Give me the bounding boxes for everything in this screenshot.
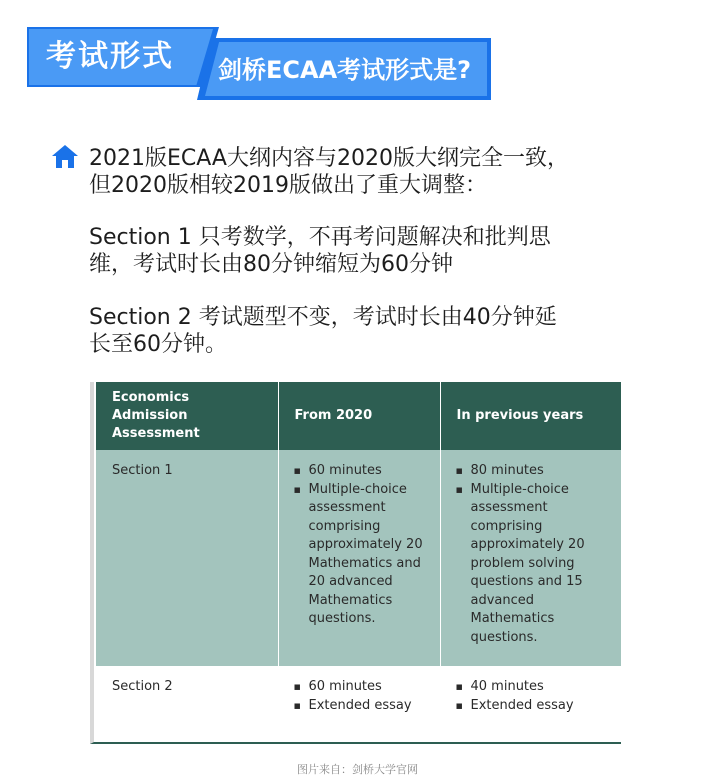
header-cell: From 2020 [278,382,440,450]
list-item: ▪ Extended essay [309,697,424,716]
list-item: ▪ 60 minutes [309,678,424,697]
table-row [96,450,621,666]
table-header-row [96,382,621,450]
section1-summary: Section 1 只考数学，不再考问题解决和批判思维，考试时长由80分钟缩短为60分钟 [89,225,551,277]
row-label: Section 1 [96,450,278,666]
intro-line-1: 2021版ECAA大纲内容与2020版大纲完全一致， [89,146,569,171]
list-item: ▪ Multiple-choice assessment comprising approximately 20 problem solving questions and 15 advanced Mathematics questions. [471,481,606,648]
list-item: ▪ 60 minutes [309,462,424,481]
list-item: ▪ Extended essay [471,697,606,716]
section2-summary: Section 2 考试题型不变，考试时长由40分钟延长至60分钟。 [89,305,557,357]
table-cell [278,450,440,666]
list-item: ▪ 40 minutes [471,678,606,697]
table-cell [440,450,621,666]
table-cell [440,666,621,735]
intro-text [89,145,569,199]
list-item: ▪ 80 minutes [471,462,606,481]
image-caption: 图片来自：剑桥大学官网 [297,763,418,776]
row-label: Section 2 [96,666,278,735]
banner-title: 考试形式 [46,39,174,74]
header-cell: Economics Admission Assessment [96,382,278,450]
header-cell: In previous years [440,382,621,450]
ecaa-table [90,382,621,744]
table-cell [278,666,440,735]
intro-line-2: 但2020版相较2019版做出了重大调整： [89,173,487,198]
table-row [96,666,621,735]
banner-subtitle: 剑桥ECAA考试形式是? [218,56,472,84]
list-item: ▪ Multiple-choice assessment comprising approximately 20 Mathematics and 20 advanced Mathematics questions. [309,481,424,629]
home-icon [51,143,79,169]
